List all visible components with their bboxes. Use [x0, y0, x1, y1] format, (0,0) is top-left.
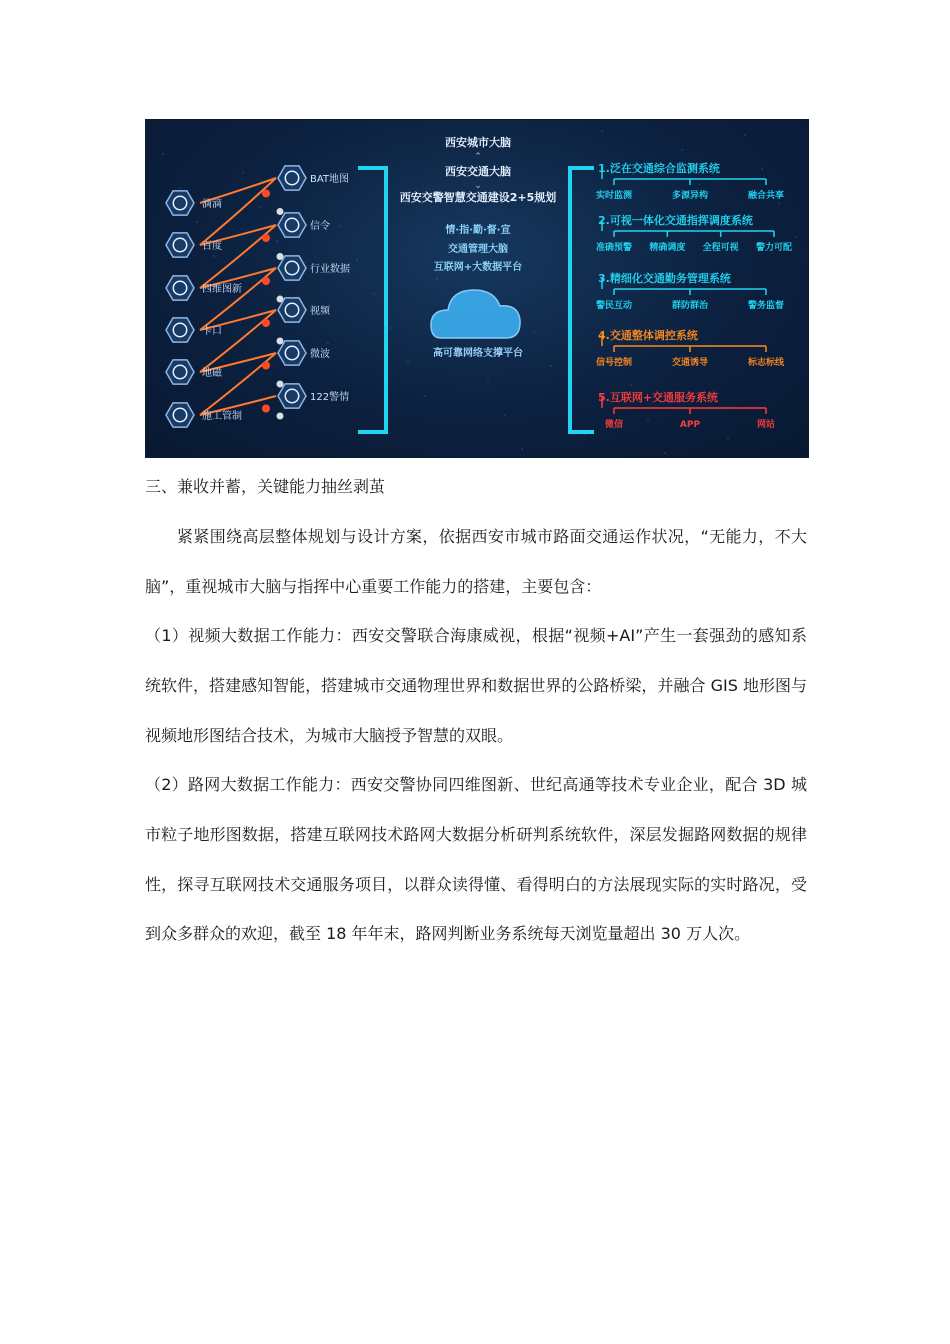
connector-node — [277, 338, 284, 345]
right-source-icon — [278, 384, 306, 408]
system-title: 3.精细化交通勤务管理系统 — [598, 272, 731, 285]
center-title-1: 西安城市大脑 — [445, 136, 511, 149]
system-title: 2.可视一体化交通指挥调度系统 — [598, 214, 753, 227]
down-arrow-icon: ⌄ — [474, 181, 482, 191]
system-item: 群防群治 — [671, 301, 709, 311]
connector-node — [262, 405, 270, 413]
smart-traffic-diagram — [145, 119, 809, 458]
connector-node — [262, 234, 270, 242]
right-source-label: 122警情 — [310, 392, 350, 403]
center-line-3: 互联网+大数据平台 — [433, 262, 523, 273]
connector-node — [277, 208, 284, 215]
connector-node — [277, 381, 284, 388]
backdrop-dot — [373, 293, 375, 295]
paragraph-road-network-capability: （2）路网大数据工作能力：西安交警协同四维图新、世纪高通等技术专业企业，配合 3D 城市粒子地形图数据，搭建互联网技术路网大数据分析研判系统软件，深层发掘路网数据的规律性，探寻互联网技术交通服务项目，以群众读得懂、看得明白的方法展现实际的实时路况，受到众多群众的欢迎，截至 18 年年末，路网判断业务系统每天浏览量超出 30 万人次。 — [145, 775, 807, 944]
backdrop-dot — [727, 437, 729, 439]
left-source-label: 地磁 — [202, 368, 222, 379]
left-source-label: 卡口 — [202, 326, 222, 337]
backdrop-dot — [407, 361, 409, 363]
right-source-label: 视频 — [310, 306, 330, 317]
paragraph-intro: 紧紧围绕高层整体规划与设计方案，依据西安市城市路面交通运作状况，“无能力，不大脑”，重视城市大脑与指挥中心重要工作能力的搭建，主要包含： — [145, 527, 807, 596]
left-bracket — [358, 168, 386, 432]
paragraph-video-capability: （1）视频大数据工作能力：西安交警联合海康威视，根据“视频+AI”产生一套强劲的感知系统软件，搭建感知智能，搭建城市交通物理世界和数据世界的公路桥梁，并融合 GIS 地形图与视频地形图结合技术，为城市大脑授予智慧的双眼。 — [145, 626, 807, 745]
left-source-icon — [166, 403, 194, 427]
backdrop-dot — [259, 206, 261, 208]
backdrop-dot — [242, 172, 244, 174]
backdrop-dot — [630, 384, 632, 386]
system-item: 网站 — [756, 420, 776, 430]
center-title-2: 西安交通大脑 — [445, 165, 511, 178]
system-item: 微信 — [604, 420, 624, 430]
right-source-icon — [278, 256, 306, 280]
backdrop-dot — [550, 365, 552, 367]
backdrop-dot — [162, 153, 164, 155]
center-line-2: 交通管理大脑 — [448, 244, 508, 255]
backdrop-dot — [601, 130, 603, 132]
connector-node — [262, 190, 270, 198]
backdrop-dot — [436, 278, 438, 280]
left-source-icon — [166, 360, 194, 384]
backdrop-dot — [744, 134, 746, 136]
system-item: 标志标线 — [747, 358, 785, 368]
backdrop-dot — [196, 221, 198, 223]
center-line-1: 情·指·勤·督·宣 — [445, 225, 511, 236]
backdrop-dot — [390, 327, 392, 329]
right-source-icon — [278, 341, 306, 365]
right-bracket — [570, 168, 594, 432]
right-source-icon — [278, 166, 306, 190]
backdrop-dot — [533, 331, 535, 333]
center-title-3: 西安交警智慧交通建设2+5规划 — [399, 191, 557, 204]
system-item: 准确预警 — [595, 243, 633, 253]
cloud-label: 高可靠网络支撑平台 — [433, 348, 523, 359]
backdrop-dot — [213, 255, 215, 257]
system-item: 警民互动 — [595, 301, 633, 311]
right-source-label: BAT地图 — [310, 174, 350, 185]
backdrop-dot — [327, 342, 329, 344]
left-source-label: 滴滴 — [202, 199, 222, 210]
connector-node — [277, 413, 284, 420]
backdrop-dot — [761, 168, 763, 170]
backdrop-dot — [521, 448, 523, 450]
diagram-canvas — [146, 120, 808, 457]
backdrop-dot — [778, 202, 780, 204]
right-source-icon — [278, 213, 306, 237]
system-title: 5.互联网+交通服务系统 — [598, 391, 719, 404]
system-item: 信号控制 — [595, 358, 633, 368]
system-item: 全程可视 — [702, 243, 739, 253]
system-item: 多源异构 — [671, 191, 709, 201]
backdrop-dot — [681, 149, 683, 151]
left-source-icon — [166, 191, 194, 215]
backdrop-dot — [698, 183, 700, 185]
right-source-icon — [278, 298, 306, 322]
section-heading: 三、兼收并蓄，关键能力抽丝剥茧 — [145, 477, 386, 496]
system-item: APP — [679, 420, 701, 430]
left-source-label: 施工管制 — [202, 411, 242, 422]
backdrop-dot — [664, 452, 666, 454]
connector-node — [262, 362, 270, 370]
source-connector-line — [200, 178, 276, 415]
system-title: 4.交通整体调控系统 — [598, 329, 698, 342]
backdrop-dot — [356, 259, 358, 261]
left-source-icon — [166, 233, 194, 257]
right-source-label: 微波 — [310, 349, 330, 360]
system-item: 警务监督 — [747, 301, 785, 311]
system-title: 1.泛在交通综合监测系统 — [598, 162, 720, 175]
left-source-icon — [166, 318, 194, 342]
backdrop-dot — [487, 380, 489, 382]
backdrop-dot — [179, 187, 181, 189]
backdrop-dot — [276, 240, 278, 242]
backdrop-dot — [424, 395, 426, 397]
connector-node — [262, 319, 270, 327]
right-source-label: 信令 — [310, 221, 330, 232]
system-item: 精确调度 — [649, 243, 686, 253]
left-source-label: 四维图新 — [202, 284, 242, 295]
system-item: 实时监测 — [595, 191, 633, 201]
right-source-label: 行业数据 — [310, 264, 350, 275]
up-arrow-icon: ⌃ — [474, 152, 482, 162]
backdrop-dot — [795, 236, 797, 238]
system-item: 融合共享 — [747, 191, 785, 201]
system-item: 警力可配 — [755, 243, 793, 253]
backdrop-dot — [339, 225, 341, 227]
left-source-label: 百度 — [202, 241, 222, 252]
cloud-icon — [431, 290, 520, 338]
left-source-icon — [166, 276, 194, 300]
connector-node — [262, 277, 270, 285]
backdrop-dot — [647, 418, 649, 420]
backdrop-dot — [146, 120, 147, 121]
backdrop-dot — [504, 414, 506, 416]
system-item: 交通诱导 — [671, 358, 709, 368]
